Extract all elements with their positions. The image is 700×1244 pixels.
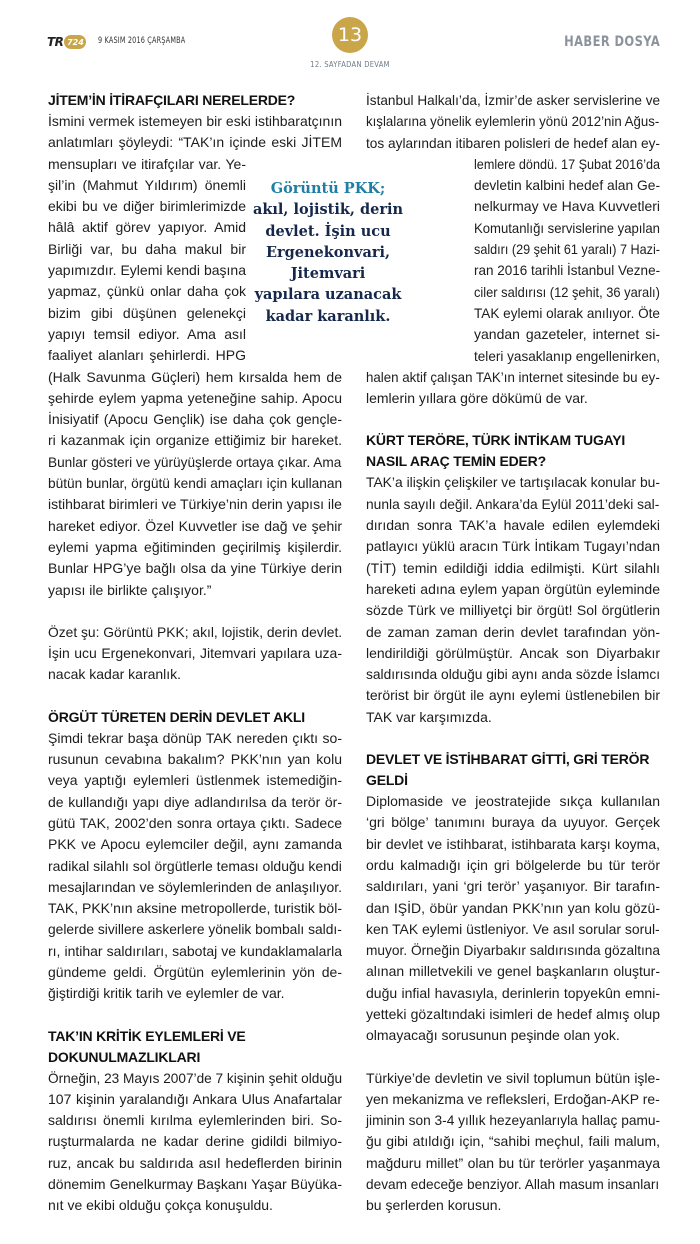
text-line: şil’in (Mahmut Yıldırım) önemli: [48, 176, 246, 193]
text-line: saldırısı önemli kırılma eylemlerinden biri. So-: [48, 1112, 342, 1129]
text-line: anlatımları şöyleydi: “TAK’ın içinde eski JİTEM: [48, 134, 342, 151]
text-line: nelkurmay ve Hava Kuvvetleri: [474, 198, 660, 215]
text-line: ciler saldırısı (12 şehit, 36 yaralı): [474, 283, 660, 300]
text-line: gündeme geldi. Örgütün eylemlerinin yön de-: [48, 963, 342, 980]
paragraph-intro-wide: [366, 90, 660, 154]
text-line: TAK, PKK’nın aksine metropollerde, turistik böl-: [48, 900, 342, 917]
text-line: sözde Türk ve milliyetçi bir örgüt! Sol örgütlerin: [366, 602, 660, 619]
heading-gri-2: GELDİ: [366, 772, 408, 789]
text-line: Özet şu: Görüntü PKK; akıl, lojistik, derin devlet.: [48, 623, 343, 640]
text-line: 107 kişinin yaralandığı Ankara Ulus Anafartalar: [48, 1090, 342, 1107]
text-line: mesajlarından ve söylemlerinden de anlaşılıyor.: [48, 878, 343, 895]
text-line: Bunlar gösteri ve yürüyüşlerde ortaya çıkar. Ama: [48, 453, 342, 470]
text-line: ruşturmalarda ne kadar derine gidildi bilmiyo-: [48, 1133, 342, 1150]
page-number: 13: [332, 17, 368, 53]
pull-quote-line: Ergenekonvari,: [265, 243, 391, 261]
text-line: olmayacağı sorusunun peşinde olan yok.: [366, 1027, 620, 1044]
text-line: ran 2016 tarihli İstanbul Vezne-: [474, 262, 661, 279]
text-line: devam edeceğe benziyor. Allah masum insanları: [366, 1176, 660, 1193]
logo-badge: 724: [64, 35, 86, 49]
right-column: [366, 90, 660, 1217]
text-line: TAK’a ilişkin çelişkiler ve tartışılacak konular bu-: [366, 474, 660, 491]
text-line: nıt ve ekibi olduğu çokça konuşuldu.: [48, 1197, 273, 1214]
text-line: devletin kalbini hedef alan Ge-: [474, 177, 661, 194]
tr724-logo: [47, 32, 86, 52]
text-line: veya yaptığı eylemleri üstlenmek istemediğin-: [48, 772, 342, 789]
text-line: lemlerin yıllara göre dökümü de var.: [366, 390, 588, 407]
text-line: eylemi yapma eğitiminden geçirilmiş kişilerdir.: [48, 538, 342, 555]
text-line: faaliyet alanları şehirlerdi. HPG: [48, 347, 246, 364]
pull-quote-lead: Görüntü PKK;: [270, 180, 386, 197]
page-header: [0, 0, 700, 80]
text-line: bütün bunlar, örgütü kendi amaçları için kullanan: [48, 475, 343, 492]
paragraph-orgut: [48, 728, 342, 1005]
text-line: İsmini vermek istemeyen bir eski istihbaratçının: [48, 113, 342, 129]
text-line: TAK eylemi olarak anılıyor. Öte: [474, 304, 660, 321]
text-line: Örneğin, 23 Mayıs 2007’de 7 kişinin şehit olduğu: [48, 1069, 343, 1086]
text-line: yapımızdır. Eylemi kendi başına: [48, 262, 246, 279]
text-line: Komutanlığı servislerine yapılan: [474, 219, 660, 236]
text-line: İnisiyatif (Apocu Gençlik) ise daha çok gençle-: [48, 411, 342, 428]
text-line: bir devlet ve istihbarat, istihbarata karşı koyma,: [366, 835, 660, 852]
text-line: lemlere döndü. 17 Şubat 2016’da: [474, 155, 661, 172]
text-line: bu şerlerden korusun.: [366, 1197, 502, 1214]
logo-text: TR: [47, 35, 64, 49]
text-line: PKK ve Apocu eylemciler değil, aynı zamanda: [48, 836, 342, 853]
text-line: Şimdi tekrar başa dönüp TAK nereden çıktı so-: [48, 729, 342, 746]
paragraph-intro-narrow: [474, 154, 660, 367]
heading-kurt-1: KÜRT TERÖRE, TÜRK İNTİKAM TUGAYI: [366, 432, 626, 449]
text-line: bizim gibi düşünen gelenekçi: [48, 304, 246, 321]
text-line: rı, intihar saldırıları, sabotaj ve kundaklamalarla: [48, 942, 342, 959]
text-line: ri kazanmak için organize ettiğimiz bir hareket.: [48, 432, 342, 449]
heading-kurt-2: NASIL ARAÇ TEMİN EDER?: [366, 453, 546, 470]
text-line: alınan milletvekili ve genel başkanların oluştur-: [366, 963, 660, 980]
text-line: istihbarat birimleri ve Türkiye’nin derin yapısı ile: [48, 496, 342, 513]
pull-quote-line: yapılara uzanacak: [254, 286, 402, 304]
text-line: rusunun cevabına bakalım? PKK’nın yan kolu: [48, 751, 342, 768]
text-line: gelerde sivillere askerlere yönelik bombalı saldı-: [48, 921, 342, 938]
text-line: de zaman zaman derin devlet tarafından yön-: [366, 623, 660, 640]
text-line: yapıyı temsil ediyor. Ama asıl: [48, 325, 246, 342]
text-line: şehirde eylem yapma yeteneğine sahip. Apocu: [48, 389, 342, 406]
heading-orgut: ÖRGÜT TÜRETEN DERİN DEVLET AKLI: [48, 708, 305, 725]
text-line: teleri yasaklanıp engellenirken,: [474, 347, 661, 364]
text-line: İşin ucu Ergenekonvari, Jitemvari yapılara uza-: [48, 645, 342, 662]
text-line: (TİT) temin edildiği iddia edilmişti. Kürt silahlı: [366, 559, 660, 576]
text-line: Diplomaside ve jeostratejide sıkça kullanılan: [366, 793, 660, 810]
text-line: kışlalarına yönelik eylemlerin yönü 2012’nin Ağus-: [366, 113, 660, 130]
heading-gri-1: DEVLET VE İSTİHBARAT GİTTİ, GRİ TERÖR: [366, 751, 650, 768]
text-line: Bunlar HPG’ye bağlı olsa da yine Türkiye derin: [48, 560, 342, 577]
text-line: ğu gibi atıldığı için, “sahibi meçhul, faili malum,: [366, 1133, 660, 1150]
text-line: patlayıcı yüklü aracın Türk İntikam Tugayı’ndan: [366, 538, 660, 555]
text-line: gütü TAK, 2002’den sonra ortaya çıktı. Sadece: [48, 814, 342, 831]
text-line: Birliği var, bu daha makul bir: [48, 240, 246, 257]
text-line: mağduru millet” olan bu tür terörler yaşanmaya: [366, 1154, 660, 1171]
text-line: ken TAK eylemi üstleniyor. Ve asıl sorular sorul-: [366, 920, 660, 937]
text-line: radikal silahlı sol örgütlerle teması olduğu kendi: [48, 857, 342, 874]
paragraph-kritik: [48, 1068, 342, 1217]
paragraph-closing: [366, 1068, 660, 1217]
text-line: saldırıları, yani ‘gri terör’ yaşanıyor. Bir tarafın-: [366, 878, 660, 895]
text-line: tos aylarından itibaren polisleri de hedef alan ey-: [366, 134, 660, 151]
text-line: hareketi adına eylem yapan örgütün eyleminde: [366, 580, 660, 597]
pull-quote-line: akıl, lojistik, derin: [252, 201, 404, 219]
text-line: dırıdan sonra TAK’a havale edilen eylemdeki: [366, 517, 660, 534]
text-line: terörist bir örgüt ile aynı eylemi üstlenebilen bir: [366, 687, 660, 704]
text-line: saldırı (29 şehit 61 yaralı) 7 Hazi-: [474, 241, 660, 258]
text-line: TAK var karşımızda.: [366, 708, 492, 725]
heading-jitem: JİTEM’İN İTİRAFÇILARI NERELERDE?: [48, 92, 296, 108]
continued-from-label: 12. SAYFADAN DEVAM: [310, 60, 390, 69]
pull-quote-line: Jitemvari: [290, 265, 366, 283]
pull-quote-line: devlet. İşin ucu: [265, 222, 391, 240]
text-line: yandan gazeteler, internet si-: [474, 326, 660, 343]
text-line: hâlâ aktif görev yapıyor. Amid: [48, 219, 246, 236]
text-line: dan IŞİD, öbür yandan PKK’nın yan kolu gözü-: [366, 899, 660, 916]
text-line: dönemim Genelkurmay Başkanı Yaşar Büyüka-: [48, 1176, 342, 1193]
paragraph-gri: [366, 791, 660, 1047]
text-line: ruz, ancak bu saldırıda asıl hedeflerden birinin: [48, 1154, 342, 1171]
heading-kritik-2: DOKUNULMAZLIKLARI: [48, 1048, 201, 1065]
text-line: saldırısında olduğu gibi aynı anda sözde İslamcı: [366, 666, 661, 683]
paragraph-intro-tail: [366, 367, 660, 410]
text-line: muyor. Örneğin Diyarbakır saldırısında gözaltına: [366, 942, 661, 959]
text-line: yetteki gözaltındaki isimleri de hedef almış olup: [366, 1005, 660, 1022]
text-line: de kullandığı yapı diye adlandırılsa da terör ör-: [48, 793, 342, 810]
text-line: nunla sayılı değil. Ankara’da Eylül 2011’deki sal-: [366, 495, 660, 512]
text-line: (Halk Savunma Güçleri) hem kırsalda hem de: [48, 368, 342, 385]
paragraph-kurt: [366, 472, 660, 728]
heading-kritik-1: TAK’IN KRİTİK EYLEMLERİ VE: [48, 1027, 246, 1044]
text-line: yapmaz, çünkü onlar daha çok: [48, 283, 246, 300]
text-line: ‘gri bölge’ tanımını buraya da uyuyor. Gerçek: [366, 814, 660, 831]
text-line: ordu kalmadığı için gri bölgelerde bu tür terör: [366, 856, 660, 873]
text-line: duğu infial havasıyla, derinlerin topyekûn emni-: [366, 984, 660, 1001]
text-line: yapısı ile birlikte çalışıyor.”: [48, 581, 212, 598]
text-line: ekibi bu ve diğer birimlerimizde: [48, 198, 246, 215]
text-line: ğiştirdiği kritik tarih ve eylemler de var.: [48, 985, 285, 1002]
text-line: Türkiye’de devletin ve sivil toplumun bütün işle-: [366, 1069, 660, 1086]
issue-date: 9 KASIM 2016 ÇARŞAMBA: [98, 36, 186, 46]
text-line: jiminin son 3-4 yıllık hezeyanlarıyla hallaç pamu-: [366, 1112, 661, 1129]
text-line: halen aktif çalışan TAK’ın internet sitesinde bu ey-: [366, 368, 660, 385]
text-line: mensupları ve itirafçılar var. Ye-: [48, 155, 246, 172]
text-line: hareket ediyor. Özel Kuvvetler ise dağ ve şehir: [48, 517, 342, 534]
text-line: yen mekanizma ve refleksleri, Erdoğan-AKP re-: [366, 1090, 660, 1107]
paragraph-summary: [48, 622, 342, 686]
text-line: lendirildiği görülmüştür. Ancak son Diyarbakır: [366, 644, 660, 661]
text-line: nacak kadar karanlık.: [48, 666, 182, 683]
section-title: HABER DOSYA: [563, 34, 660, 50]
text-line: İstanbul Halkalı’da, İzmir’de asker servislerine ve: [366, 92, 661, 108]
pull-quote-line: kadar karanlık.: [265, 307, 391, 325]
